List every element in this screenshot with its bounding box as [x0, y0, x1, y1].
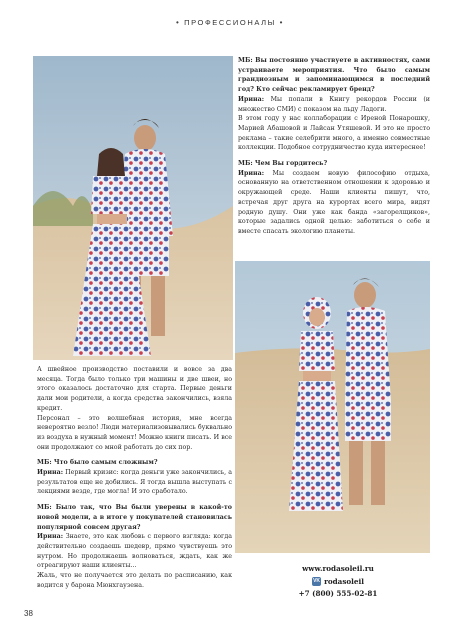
- interview-right-column: [238, 56, 430, 237]
- page-number: 38: [24, 609, 33, 618]
- question-text: МБ: Что было самым сложным?: [37, 459, 158, 467]
- header-dot-right: •: [279, 18, 284, 27]
- answer-text: [238, 95, 430, 114]
- interview-left-column: [37, 365, 232, 590]
- paragraph: Жаль, что не получается это делать по расписанию, как водится у барона Мюнхгаузена.: [37, 572, 232, 589]
- vk-icon: VK: [313, 578, 321, 584]
- question-text: МБ: Вы постоянно участвуете в активностях, сами устраиваете мероприятия. Что было самым грандиозным и запоминающимся в последний год? Кто сейчас рекламирует бренд?: [238, 57, 430, 94]
- section-header: [0, 18, 460, 27]
- vk-link[interactable]: [258, 576, 418, 589]
- paragraph: А швейное производство поставили и вовсе за два месяца. Тогда было только три машины и две швеи, но этого оказалось достаточно для старта. Первые деньги дали мои родители, а когда средства закончились, взяла кредит.: [37, 366, 232, 412]
- vk-handle: rodasoleil: [324, 576, 364, 586]
- paragraph: В этом году у нас коллаборации с Иреной Понарошку, Марией Абашовой и Лайсан Утяшевой. И это не просто реклама – такие селебрити много, а именно совместные коллекции. Подобное сотрудничество куда интереснее!: [238, 115, 430, 152]
- answer-body: Знаете, это как любовь с первого взгляда: когда действительно создаешь шедевр, прямо чувствуешь это нутром. Но продолжаешь волноваться, ждать, как же отреагируют наши клиенты...: [37, 533, 232, 570]
- answer-body: Мы попали в Книгу рекордов России (и множество СМИ) с показом на льду Ладоги.: [238, 95, 430, 113]
- speaker-label: Ирина:: [37, 533, 64, 541]
- answer-text: [37, 468, 232, 497]
- question-text: МБ: Было так, что Вы были уверены в какой-то новой модели, а в итоге у покупателей становилась популярной совсем другая?: [37, 504, 232, 531]
- question-text: МБ: Чем Вы гордитесь?: [238, 160, 328, 168]
- photo-couple-seated: [235, 261, 430, 553]
- paragraph: Персонал – это волшебная история, мне всегда невероятно везло! Люди материализовывались буквально из воздуха в нужный момент! Можно книги писать. И все они продолжают со мной работать до сих пор.: [37, 414, 232, 451]
- speaker-label: Ирина:: [238, 169, 265, 177]
- section-title: ПРОФЕССИОНАЛЫ: [184, 18, 276, 27]
- speaker-label: Ирина:: [238, 95, 265, 103]
- answer-body: Мы создаем новую философию отдыха, основанную на ответственном отношении к здоровью и окружающей среде. Наши клиенты пишут, что, встречая друг друга на курортах всего мира, видят родную душу. Они уже как банда «загорелщиков», которые задались одной целью: заботиться о себе и вместе спасать экологию планеты.: [238, 169, 430, 235]
- website-link[interactable]: www.rodasoleil.ru: [302, 564, 374, 573]
- answer-text: [238, 169, 430, 237]
- phone-number: +7 (800) 555-02-81: [298, 589, 378, 598]
- contact-block: [258, 563, 418, 601]
- answer-body: Первый кризис: когда деньги уже закончились, а результатов еще не добились. Я тогда вышла выступать с лекциями везде, где могла! И это сработало.: [37, 469, 232, 496]
- photo-couple-standing: [33, 56, 233, 360]
- answer-text: [37, 532, 232, 571]
- header-dot-left: •: [176, 18, 181, 27]
- speaker-label: Ирина:: [37, 469, 64, 477]
